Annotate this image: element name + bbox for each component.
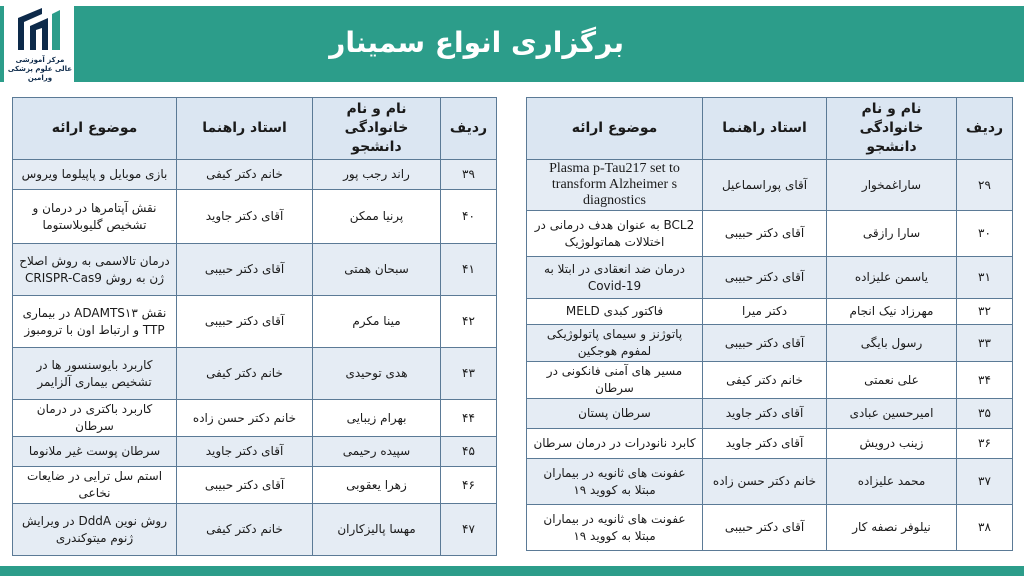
row-number: ۴۷ [441, 504, 497, 556]
student-name: راند رجب پور [313, 160, 441, 190]
topic: روش نوین DddA در ویرایش ژنوم میتوکندری [13, 504, 177, 556]
row-number: ۳۴ [957, 362, 1013, 399]
row-number: ۳۲ [957, 299, 1013, 325]
col-header-advisor: استاد راهنما [177, 98, 313, 160]
topic: BCL2 به عنوان هدف درمانی در اختلالات هماتولوژیک [527, 211, 703, 257]
advisor-name: آقای پوراسماعیل [703, 160, 827, 211]
page-title: برگزاری انواع سمینار [329, 26, 624, 59]
row-number: ۳۳ [957, 325, 1013, 362]
table-row [13, 467, 497, 504]
advisor-name: آقای دکتر حبیبی [703, 257, 827, 299]
student-name: مهسا پالیزکاران [313, 504, 441, 556]
student-name: سبحان همتی [313, 244, 441, 296]
col-header-topic: موضوع ارائه [527, 98, 703, 160]
table-row [13, 504, 497, 556]
row-number: ۴۳ [441, 348, 497, 400]
advisor-name: دکتر میرا [703, 299, 827, 325]
table-row [527, 505, 1013, 551]
row-number: ۳۹ [441, 160, 497, 190]
student-name: رسول بایگی [827, 325, 957, 362]
topic: فاکتور کبدی MELD [527, 299, 703, 325]
student-name: هدی توحیدی [313, 348, 441, 400]
advisor-name: آقای دکتر حبیبی [177, 244, 313, 296]
topic: سرطان پوست غیر ملانوما [13, 437, 177, 467]
table-row [527, 211, 1013, 257]
row-number: ۳۰ [957, 211, 1013, 257]
advisor-name: آقای دکتر جاوید [177, 190, 313, 244]
topic: عفونت های ثانویه در بیماران مبتلا به کووید ۱۹ [527, 459, 703, 505]
row-number: ۲۹ [957, 160, 1013, 211]
advisor-name: خانم دکتر کیفی [177, 160, 313, 190]
institution-logo [4, 2, 74, 94]
topic: سرطان پستان [527, 399, 703, 429]
col-header-topic: موضوع ارائه [13, 98, 177, 160]
topic: Plasma p-Tau217 set to transform Alzheimer s diagnostics [527, 160, 703, 211]
table-row [527, 325, 1013, 362]
logo-text: مرکز آموزشی عالی علوم پزشکی ورامین [7, 56, 73, 82]
table-row [527, 257, 1013, 299]
topic: کاربرد بایوسنسور ها در تشخیص بیماری آلزایمر [13, 348, 177, 400]
slide-header [0, 0, 1024, 82]
table-row [13, 400, 497, 437]
row-number: ۳۸ [957, 505, 1013, 551]
row-number: ۴۲ [441, 296, 497, 348]
table-row [527, 459, 1013, 505]
advisor-name: آقای دکتر جاوید [703, 399, 827, 429]
advisor-name: آقای دکتر حبیبی [177, 467, 313, 504]
student-name: پرنیا ممکن [313, 190, 441, 244]
table-row [13, 437, 497, 467]
topic: نقش ADAMTS۱۳ در بیماری TTP و ارتباط اون با ترومبوز [13, 296, 177, 348]
table-header-row [13, 98, 497, 160]
row-number: ۳۷ [957, 459, 1013, 505]
advisor-name: آقای دکتر جاوید [703, 429, 827, 459]
seminar-table-left [12, 97, 497, 556]
col-header-row-number: ردیف [441, 98, 497, 160]
student-name: علی نعمتی [827, 362, 957, 399]
advisor-name: آقای دکتر حبیبی [703, 211, 827, 257]
student-name: زینب درویش [827, 429, 957, 459]
student-name: مهرزاد نیک انجام [827, 299, 957, 325]
table-row [13, 190, 497, 244]
row-number: ۴۵ [441, 437, 497, 467]
advisor-name: خانم دکتر کیفی [177, 348, 313, 400]
table-row [527, 299, 1013, 325]
student-name: ساراغمخوار [827, 160, 957, 211]
row-number: ۴۱ [441, 244, 497, 296]
student-name: محمد علیزاده [827, 459, 957, 505]
advisor-name: خانم دکتر کیفی [177, 504, 313, 556]
table-row [13, 244, 497, 296]
student-name: نیلوفر نصفه کار [827, 505, 957, 551]
topic: بازی موبایل و پاپیلوما ویروس [13, 160, 177, 190]
advisor-name: آقای دکتر جاوید [177, 437, 313, 467]
col-header-student: نام و نام خانوادگی دانشجو [313, 98, 441, 160]
col-header-advisor: استاد راهنما [703, 98, 827, 160]
footer-bar [0, 566, 1024, 576]
student-name: زهرا یعقوبی [313, 467, 441, 504]
col-header-student: نام و نام خانوادگی دانشجو [827, 98, 957, 160]
table-row [527, 429, 1013, 459]
student-name: بهرام زیبایی [313, 400, 441, 437]
topic: استم سل ترایی در ضایعات نخاعی [13, 467, 177, 504]
table-row [13, 296, 497, 348]
topic: نقش آپتامرها در درمان و تشخیص گلیوبلاستوما [13, 190, 177, 244]
topic: مسیر های آمنی فانکونی در سرطان [527, 362, 703, 399]
row-number: ۴۶ [441, 467, 497, 504]
advisor-name: آقای دکتر حبیبی [703, 325, 827, 362]
table-row [13, 160, 497, 190]
topic: درمان تالاسمی به روش اصلاح ژن به روش CRISPR-Cas9 [13, 244, 177, 296]
advisor-name: خانم دکتر حسن زاده [177, 400, 313, 437]
advisor-name: خانم دکتر کیفی [703, 362, 827, 399]
student-name: مینا مکرم [313, 296, 441, 348]
row-number: ۳۵ [957, 399, 1013, 429]
topic: پاتوژنز و سیمای پاتولوژیکی لمفوم هوجکین [527, 325, 703, 362]
row-number: ۴۴ [441, 400, 497, 437]
row-number: ۴۰ [441, 190, 497, 244]
logo-mark-icon [14, 6, 64, 54]
student-name: امیرحسین عبادی [827, 399, 957, 429]
student-name: سپیده رحیمی [313, 437, 441, 467]
table-header-row [527, 98, 1013, 160]
advisor-name: خانم دکتر حسن زاده [703, 459, 827, 505]
topic: درمان ضد انعقادی در ابتلا به Covid-19 [527, 257, 703, 299]
table-row [527, 399, 1013, 429]
student-name: یاسمن علیزاده [827, 257, 957, 299]
col-header-row-number: ردیف [957, 98, 1013, 160]
student-name: سارا رازقی [827, 211, 957, 257]
seminar-table-right [526, 97, 1013, 551]
table-row [13, 348, 497, 400]
table-row [527, 362, 1013, 399]
table-row [527, 160, 1013, 211]
row-number: ۳۱ [957, 257, 1013, 299]
topic: کابرد نانودرات در درمان سرطان [527, 429, 703, 459]
advisor-name: آقای دکتر حبیبی [177, 296, 313, 348]
row-number: ۳۶ [957, 429, 1013, 459]
topic: کاربرد باکتری در درمان سرطان [13, 400, 177, 437]
topic: عفونت های ثانویه در بیماران مبتلا به کووید ۱۹ [527, 505, 703, 551]
advisor-name: آقای دکتر حبیبی [703, 505, 827, 551]
